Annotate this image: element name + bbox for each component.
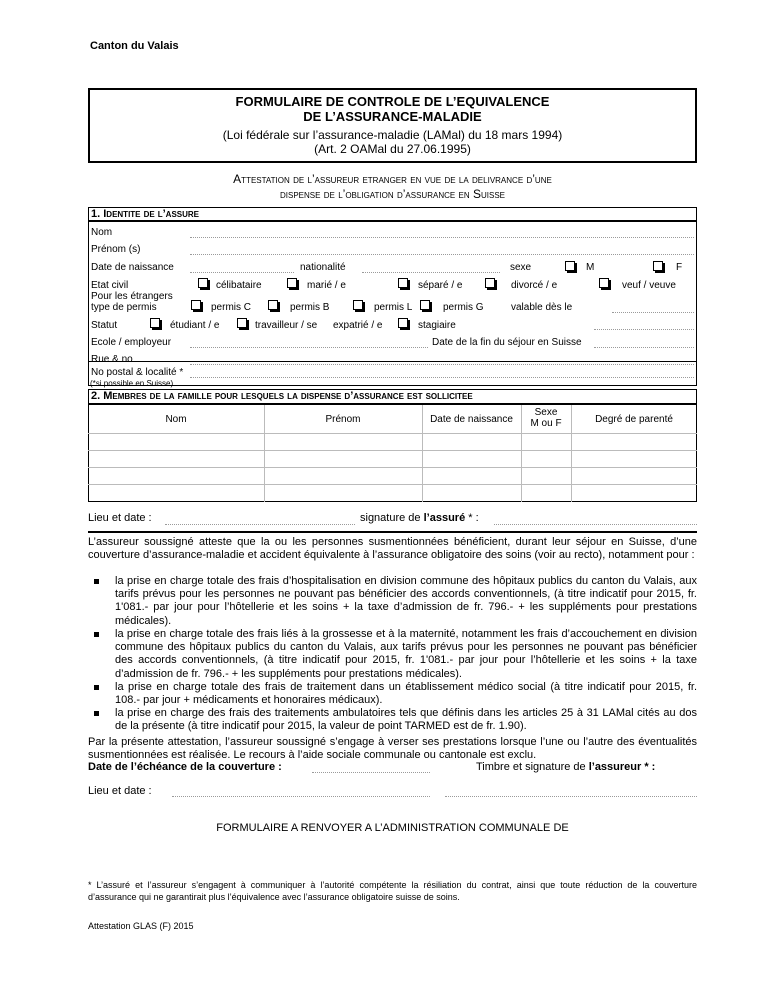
field-echeance[interactable]: [312, 772, 430, 773]
body-bullet-2: la prise en charge totale des frais liés à la grossesse et à la maternité, notamment les frais d’accouchement en division commune des hôpitaux publics du canton du Valais, aux tarifs prévus pour les personnes ne pouvant pas bénéficier des accords conventionnels, (à titre indicatif pour 2015, fr. 1'081.- par jour pour l’hôtellerie et les soins + la taxe d’admission de fr. 796.- + les suppléments pour prestations médicales).: [115, 628, 697, 680]
checkbox-sexe-m[interactable]: [565, 261, 575, 271]
label-prenom: Prénom (s): [91, 244, 141, 255]
body-conclusion: Par la présente attestation, l’assureur soussigné s’engage à verser ses prestations lorsque l’une ou l’autre des éventualités susmentionnées est réalisée. Le recours à l’aide sociale communale ou cantonale est exclu.: [88, 736, 697, 762]
section1-title: 1. Identite de l’assure: [91, 208, 200, 220]
sig-signature-de-text: signature de: [360, 512, 424, 524]
sig-assure: l’assuré: [423, 512, 466, 524]
bullet-icon: [94, 711, 99, 716]
label-permis-l: permis L: [374, 302, 413, 313]
col-sexe-l1: Sexe: [534, 407, 558, 418]
label-statut: Statut: [91, 320, 118, 331]
bullet-icon: [94, 632, 99, 637]
label-etat-civil: Etat civil: [91, 280, 129, 291]
label-separe: séparé / e: [418, 280, 463, 291]
label-footer-lieu-date: Lieu et date :: [88, 785, 152, 797]
label-nom: Nom: [91, 227, 113, 238]
label-permis-b: permis B: [290, 302, 330, 313]
field-date-naissance[interactable]: [190, 272, 294, 273]
label-permis-c: permis C: [211, 302, 252, 313]
checkbox-permis-g[interactable]: [420, 300, 430, 310]
field-fin-sejour[interactable]: [594, 347, 694, 348]
label-expatrie: expatrié / e: [333, 320, 383, 331]
label-timbre: [476, 761, 655, 773]
body-bullet-3: la prise en charge totale des frais de traitement dans un établissement médico social (à titre indicatif pour 2015, fr. 108.- par jour + médicaments et honoraires médicaux).: [115, 681, 697, 707]
field-statut-autre[interactable]: [594, 329, 694, 330]
label-veuf: veuf / veuve: [622, 280, 676, 291]
label-etudiant: étudiant / e: [170, 320, 220, 331]
section2-title: 2. Membres de la famille pour lesquels la dispense d’assurance est sollicitee: [91, 390, 473, 402]
label-celibataire: célibataire: [216, 280, 262, 291]
checkbox-permis-c[interactable]: [191, 300, 201, 310]
label-postal: No postal & localité *: [91, 367, 184, 378]
label-permis-g: permis G: [443, 302, 484, 313]
attestation-line2: dispense de l’obligation d’assurance en Suisse: [279, 187, 506, 201]
label-ecole: Ecole / employeur: [91, 337, 172, 348]
checkbox-permis-b[interactable]: [268, 300, 278, 310]
checkbox-celibataire[interactable]: [198, 278, 208, 288]
body-intro: L’assureur soussigné atteste que la ou les personnes susmentionnées bénéficient, durant leur séjour en Suisse, d’une couverture d’assurance-maladie et accident équivalente à l’assurance obligatoire des soins (voir au recto), notamment pour :: [88, 536, 697, 562]
field-nom[interactable]: [190, 237, 694, 238]
label-fin-sejour: Date de la fin du séjour en Suisse: [432, 337, 582, 348]
footnote: * L’assuré et l’assureur s’engagent à communiquer à l’autorité compétente la résiliation du contrat, ainsi que toute réduction de la couverture d’assurance qui ne garantirait plus l’équivalence avec l’assurance obligatoire suisse de soins.: [88, 880, 697, 902]
attestation-line1: Attestation de l’assureur etranger en vue de la delivrance d’une: [233, 172, 552, 186]
label-m: M: [586, 262, 595, 273]
field-footer-lieu-date[interactable]: [172, 796, 430, 797]
body-bullet-4: la prise en charge des frais des traitements ambulatoires tels que définis dans les articles 25 à 31 LAMal cités au dos de la présente (à titre indicatif pour 2015, la valeur de point TARMED est de fr. 1.90).: [115, 707, 697, 733]
checkbox-divorce[interactable]: [485, 278, 495, 288]
body-bullet-1: la prise en charge totale des frais d’hospitalisation en division commune des hôpitaux publics du canton du Valais, aux tarifs prévus pour les personnes ne pouvant pas bénéficier des accords conventionnels, (à titre indicatif pour 2015, fr. 1'081.- par jour pour l’hôtellerie et les soins + la taxe d’admission de fr. 796.- + les suppléments pour prestations médicales).: [115, 575, 697, 627]
label-pour-etrangers: Pour les étrangers: [91, 291, 173, 302]
title-sub2: (Art. 2 OAMal du 27.06.1995): [314, 142, 471, 156]
col-nom: Nom: [165, 414, 187, 425]
col-prenom: Prénom: [325, 414, 361, 425]
checkbox-marie[interactable]: [287, 278, 297, 288]
bullet-icon: [94, 685, 99, 690]
field-timbre-signature[interactable]: [445, 796, 697, 797]
label-valable: valable dès le: [511, 302, 573, 313]
field-sig-lieu-date[interactable]: [165, 524, 355, 525]
title-sub1: (Loi fédérale sur l’assurance-maladie (LAMal) du 18 mars 1994): [222, 128, 563, 142]
label-nationalite: nationalité: [300, 262, 346, 273]
label-assureur: l’assureur * :: [588, 761, 656, 773]
checkbox-permis-l[interactable]: [353, 300, 363, 310]
sig-star: * :: [465, 512, 479, 524]
label-sexe: sexe: [510, 262, 532, 273]
title-line2: DE L’ASSURANCE-MALADIE: [303, 109, 482, 124]
title-line1: FORMULAIRE DE CONTROLE DE L’EQUIVALENCE: [235, 94, 550, 109]
col-sexe: [521, 407, 571, 429]
label-marie: marié / e: [307, 280, 346, 291]
sig-signature-de: [360, 512, 479, 524]
label-postal-note: (*si possible en Suisse): [90, 379, 174, 388]
field-prenom[interactable]: [190, 254, 694, 255]
label-timbre-text: Timbre et signature de: [476, 761, 589, 773]
field-nationalite[interactable]: [362, 272, 500, 273]
section2-box: [88, 389, 697, 502]
checkbox-veuf[interactable]: [599, 278, 609, 288]
bullet-icon: [94, 579, 99, 584]
checkbox-etudiant[interactable]: [150, 318, 160, 328]
label-renvoyer: FORMULAIRE A RENVOYER A L’ADMINISTRATION COMMUNALE DE: [216, 822, 569, 834]
sig-lieu-date: Lieu et date :: [88, 512, 152, 524]
checkbox-stagiaire[interactable]: [398, 318, 408, 328]
checkbox-separe[interactable]: [398, 278, 408, 288]
col-date-naissance: Date de naissance: [430, 414, 513, 425]
label-divorce: divorcé / e: [511, 280, 558, 291]
title-box: [88, 88, 697, 163]
col-degre-parente: Degré de parenté: [595, 414, 673, 425]
checkbox-travailleur[interactable]: [237, 318, 247, 328]
label-travailleur: travailleur / se: [255, 320, 318, 331]
label-type-permis: type de permis: [91, 302, 157, 313]
field-valable[interactable]: [612, 312, 694, 313]
label-stagiaire: stagiaire: [418, 320, 456, 331]
col-sexe-l2: M ou F: [530, 418, 562, 429]
field-sig-assure[interactable]: [494, 524, 697, 525]
label-echeance: Date de l’échéance de la couverture :: [88, 761, 282, 773]
field-postal[interactable]: [190, 377, 694, 378]
label-rue: Rue & no: [91, 354, 133, 365]
field-ecole[interactable]: [190, 347, 428, 348]
checkbox-sexe-f[interactable]: [653, 261, 663, 271]
label-f: F: [676, 262, 683, 273]
doc-id: Attestation GLAS (F) 2015: [88, 921, 194, 931]
label-date-naissance: Date de naissance: [91, 262, 174, 273]
canton-header: Canton du Valais: [90, 40, 179, 52]
